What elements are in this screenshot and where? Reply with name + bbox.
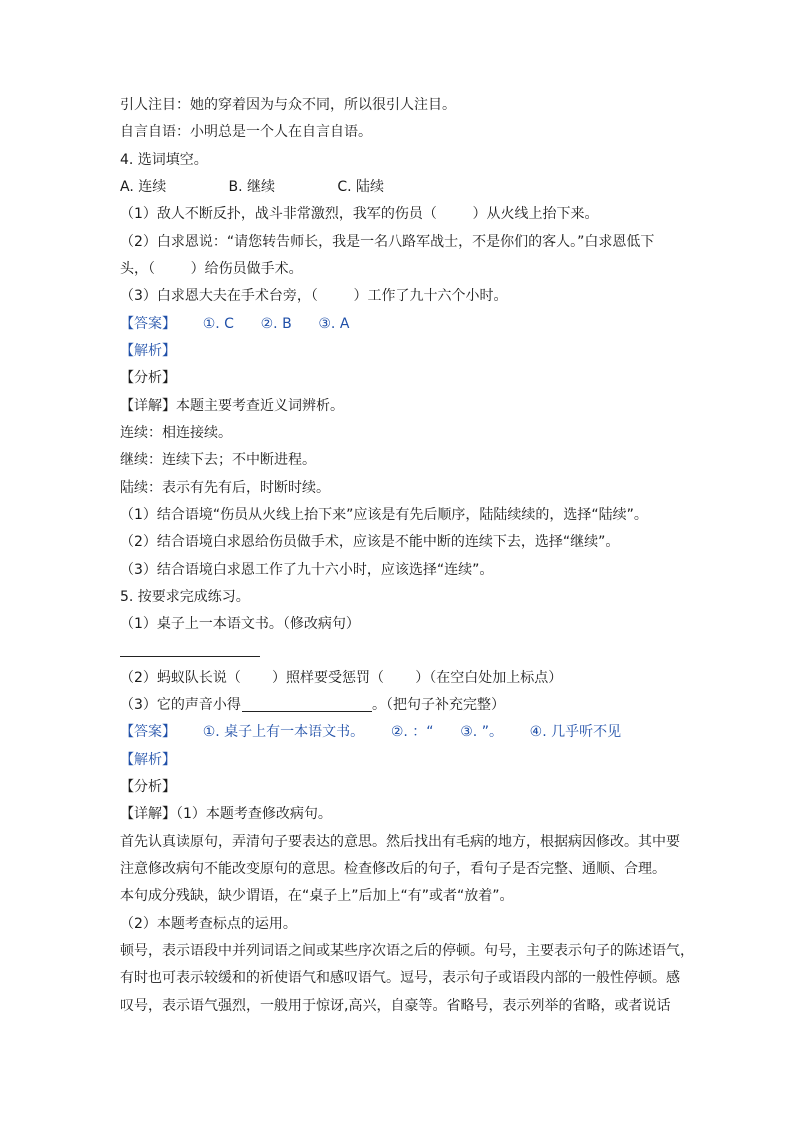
explain-5-1-b: 注意修改病句不能改变原句的意思。检查修改后的句子，看句子是否完整、通顺、合理。 bbox=[120, 861, 666, 877]
explain-5-2-c: 叹号，表示语气强烈，一般用于惊讶,高兴，自豪等。省略号，表示列举的省略，或者说话 bbox=[120, 998, 671, 1014]
fill-blank-underline bbox=[242, 711, 372, 712]
example-yinrenzhumu: 引人注目：她的穿着因为与众不同，所以很引人注目。 bbox=[120, 97, 456, 113]
question-4-options: A. 连续 B. 继续 C. 陆续 bbox=[120, 179, 385, 195]
detail-5-1: 【详解】（1）本题考查修改病句。 bbox=[120, 806, 332, 822]
question-4-item-2-cont: 头，（ ）给伤员做手术。 bbox=[120, 261, 303, 277]
explain-4-3: （3）结合语境白求恩工作了九十六小时，应该选择“连续”。 bbox=[120, 562, 494, 578]
detail-4: 【详解】本题主要考查近义词辨析。 bbox=[120, 398, 344, 414]
question-4-item-1: （1）敌人不断反扑，战斗非常激烈，我军的伤员（ ）从火线上抬下来。 bbox=[120, 206, 599, 222]
definition-luxu: 陆续：表示有先有后，时断时续。 bbox=[120, 480, 330, 496]
fenxi-label-4: 【分析】 bbox=[120, 370, 176, 386]
explain-5-2-a: 顿号，表示语段中并列词语之间或某些序次语之后的停顿。句号，主要表示句子的陈述语气， bbox=[120, 943, 694, 959]
detail-5-2: （2）本题考查标点的运用。 bbox=[120, 916, 297, 932]
example-ziyanziyu: 自言自语：小明总是一个人在自言自语。 bbox=[120, 124, 372, 140]
explain-4-1: （1）结合语境“伤员从火线上抬下来”应该是有先后顺序，陆陆续续的，选择“陆续”。 bbox=[120, 507, 648, 523]
explain-4-2: （2）结合语境白求恩给伤员做手术，应该是不能中断的连续下去，选择“继续”。 bbox=[120, 534, 620, 550]
question-4-title: 4. 选词填空。 bbox=[120, 152, 208, 168]
explain-5-1-a: 首先认真读原句，弄清句子要表达的意思。然后找出有毛病的地方，根据病因修改。其中要 bbox=[120, 834, 680, 850]
question-5-item-3: （3）它的声音小得 bbox=[120, 697, 241, 713]
explain-5-2-b: 有时也可表示较缓和的祈使语气和感叹语气。逗号，表示句子或语段内部的一般性停顿。感 bbox=[120, 970, 680, 986]
answer-4: 【答案】 ①. C ②. B ③. A bbox=[120, 316, 350, 332]
question-5-item-2: （2）蚂蚁队长说（ ）照样要受惩罚（ ）（在空白处加上标点） bbox=[120, 670, 563, 686]
analysis-label-4: 【解析】 bbox=[120, 343, 176, 359]
definition-jixu: 继续：连续下去；不中断进程。 bbox=[120, 452, 316, 468]
question-5-title: 5. 按要求完成练习。 bbox=[120, 589, 250, 605]
answer-blank-line bbox=[120, 656, 260, 657]
fenxi-label-5: 【分析】 bbox=[120, 779, 176, 795]
explain-5-1-c: 本句成分残缺，缺少谓语，在“桌子上”后加上“有”或者“放着”。 bbox=[120, 888, 514, 904]
question-5-item-3-tail: 。（把句子补充完整） bbox=[372, 697, 505, 713]
question-4-item-2: （2）白求恩说：“请您转告师长，我是一名八路军战士，不是你们的客人。”白求恩低下 bbox=[120, 234, 655, 250]
question-4-item-3: （3）白求恩大夫在手术台旁，（ ）工作了九十六个小时。 bbox=[120, 288, 508, 304]
analysis-label-5: 【解析】 bbox=[120, 752, 176, 768]
answer-5: 【答案】 ①. 桌子上有一本语文书。 ②. ：“ ③. ”。 ④. 几乎听不见 bbox=[120, 724, 622, 740]
definition-lianxu: 连续：相连接续。 bbox=[120, 425, 232, 441]
question-5-item-1: （1）桌子上一本语文书。（修改病句） bbox=[120, 616, 360, 632]
